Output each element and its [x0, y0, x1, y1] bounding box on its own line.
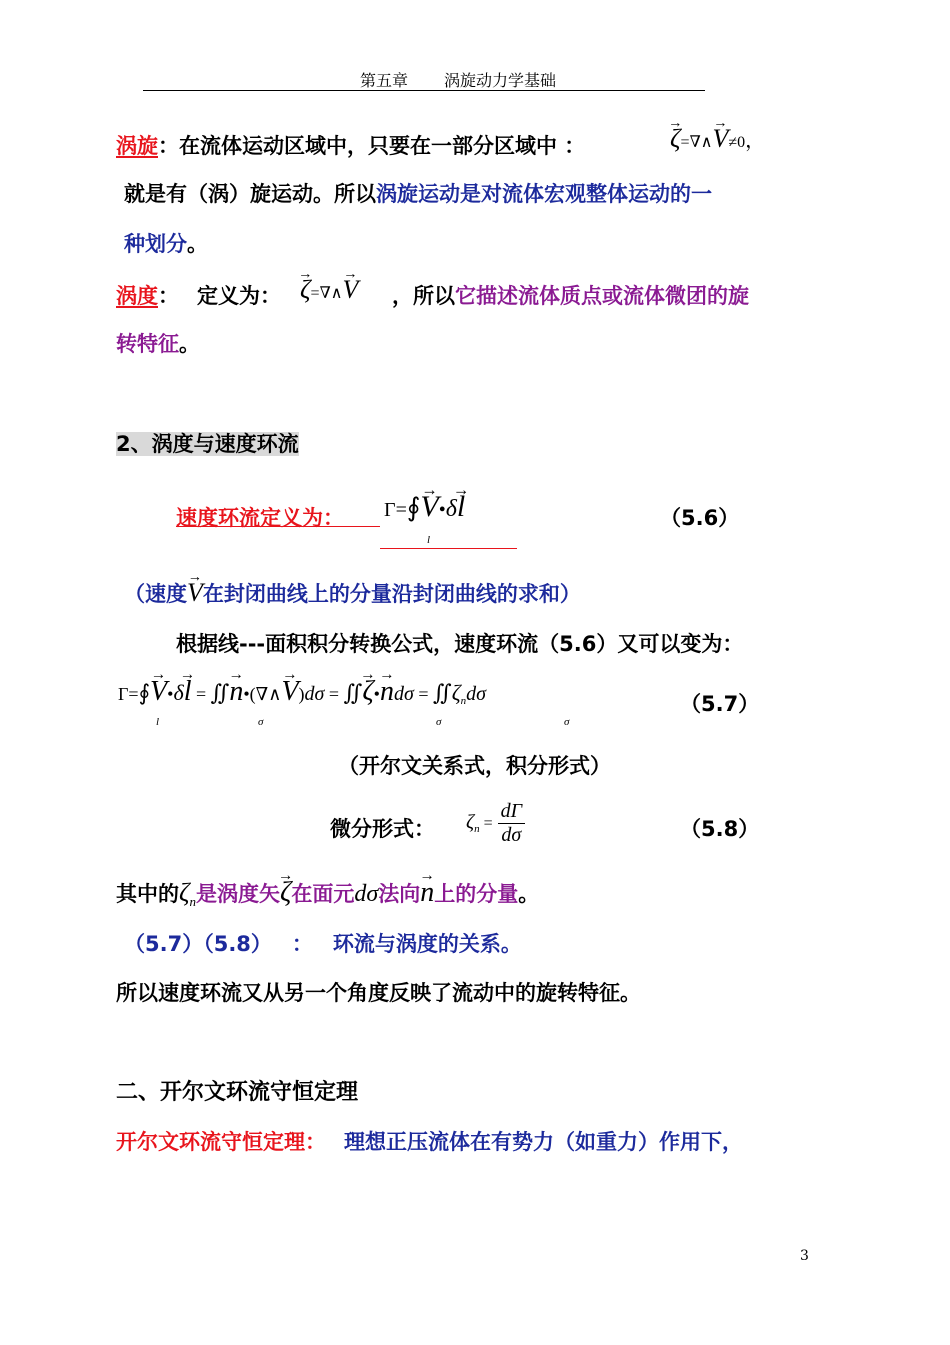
vorticity-term: 涡度: [116, 284, 158, 308]
conclusion-line: 所以速度环流又从另一个角度反映了流动中的旋转特征。: [116, 981, 641, 1005]
header-rule: [143, 90, 705, 91]
vortex-def-highlight: 涡旋运动是对流体宏观整体运动的一: [376, 182, 712, 206]
vorticity-def-line-1: 涡度： 定义为：: [116, 284, 281, 308]
vorticity-formula: → ζ=∇∧→ V: [300, 275, 358, 305]
vorticity-def-line-2: 转特征。: [116, 332, 200, 356]
header-title: 涡旋动力学基础: [444, 71, 557, 90]
page-number: 3: [800, 1248, 809, 1264]
eq56-number: （5.6）: [660, 506, 740, 530]
page-header: [360, 68, 556, 91]
eq57-formula: Γ=∮→ V•δ→ l = ∬→ n•(∇∧→ V)dσ = ∬→ ζ•→ ndσ = ∬ζndσ l σ σ σ: [118, 676, 486, 708]
eq58-number: （5.8）: [680, 817, 760, 841]
kelvin-theorem-line: 开尔文环流守恒定理： 理想正压流体在有势力（如重力）作用下，: [116, 1130, 743, 1154]
section-2-heading: 2、涡度与速度环流: [116, 432, 299, 456]
vortex-def-line-2: 就是有（涡）旋运动。所以涡旋运动是对流体宏观整体运动的一: [124, 182, 712, 206]
vortex-def-line-1: 涡旋：在流体运动区域中，只要在一部分区域中 ：: [116, 134, 586, 158]
vortex-formula: → ζ=∇∧→ V≠0，: [670, 124, 765, 154]
eq56-formula: Γ=∮→ V•δ→ l l: [384, 490, 465, 524]
eq56-label: 速度环流定义为：: [176, 506, 344, 530]
where-line: 其中的$\zeta_n$是涡度矢→ ζ在面元dσ法向→ n上的分量。: [116, 877, 539, 909]
vorticity-def-line-1b: ，所以它描述流体质点或流体微团的旋: [392, 284, 749, 308]
vortex-def-line-3: 种划分。: [124, 232, 208, 256]
note-velocity: （速度→ V在封闭曲线上的分量沿封闭曲线的求和）: [124, 578, 581, 608]
vortex-term: 涡旋: [116, 134, 158, 158]
kelvin-note: （开尔文关系式，积分形式）: [338, 754, 611, 778]
eq57-number: （5.7）: [680, 692, 760, 716]
kelvin-section-heading: 二、开尔文环流守恒定理: [116, 1080, 359, 1105]
relation-line: （5.7）（5.8） ： 环流与涡度的关系。: [124, 932, 522, 956]
transform-line: 根据线---面积积分转换公式，速度环流（5.6）又可以变为：: [176, 632, 744, 656]
eq56-underline: [176, 526, 380, 527]
eq56-box-rule: [380, 548, 517, 549]
eq58-formula: ζn = $\frac{d\Gamma}{d\sigma}$: [466, 800, 525, 847]
header-chapter: 第五章: [360, 71, 409, 90]
vortex-def-text: 在流体运动区域中，只要在一部分区域中 ：: [179, 134, 586, 158]
eq58-label: 微分形式：: [330, 817, 435, 841]
